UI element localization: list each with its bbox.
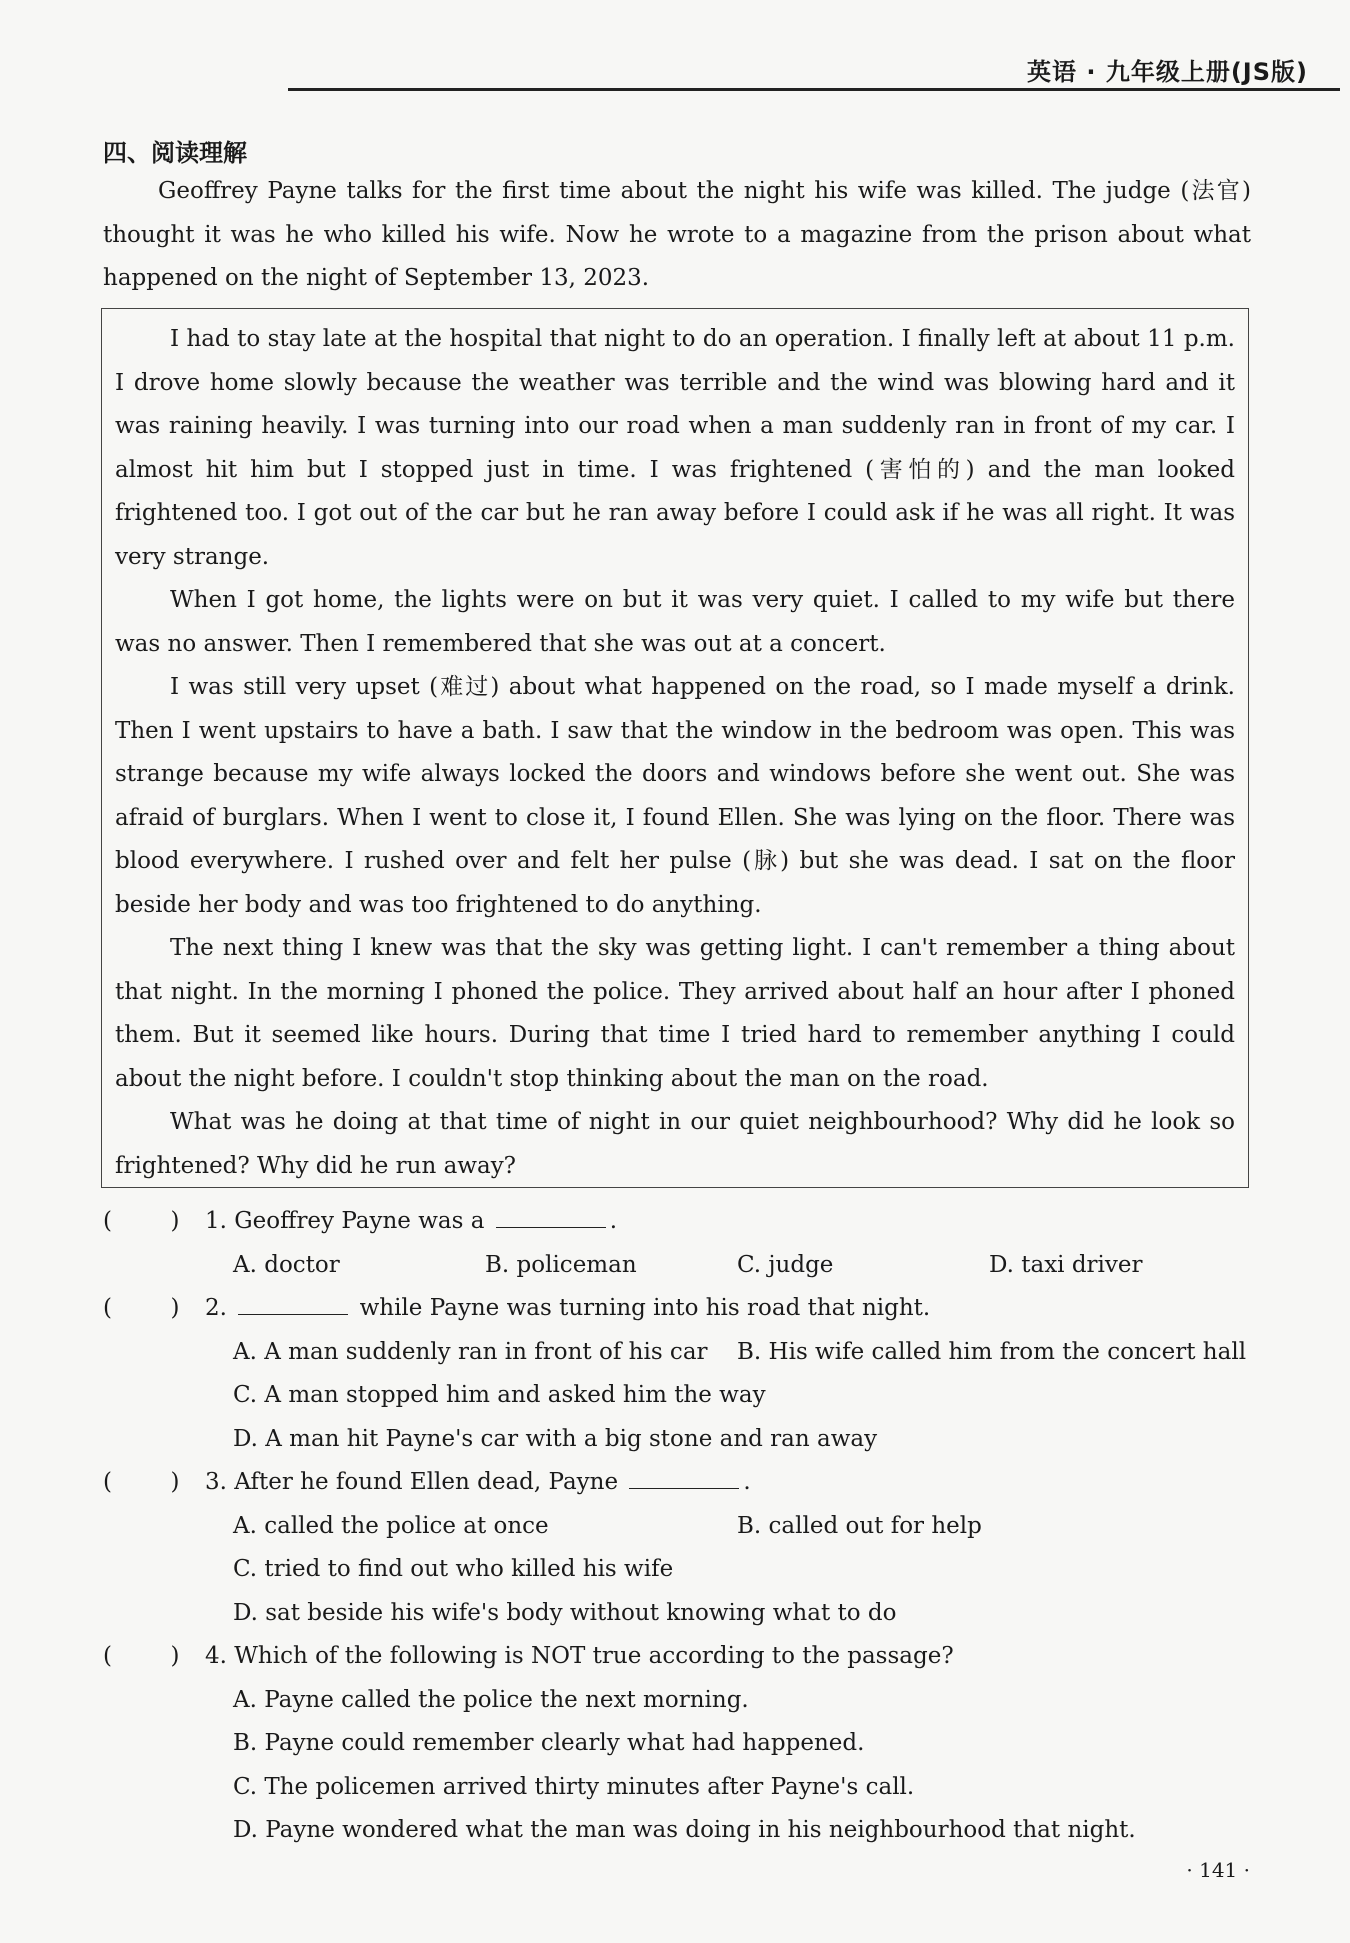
option-b[interactable]: B. Payne could remember clearly what had happened.: [233, 1730, 865, 1756]
option-b[interactable]: B. His wife called him from the concert hall: [737, 1338, 1247, 1365]
question-stem: [205, 1200, 1253, 1244]
option-c[interactable]: C. A man stopped him and asked him the way: [233, 1382, 766, 1408]
question-number: 4.: [205, 1643, 227, 1669]
option-b[interactable]: B. called out for help: [737, 1512, 982, 1539]
stem-text-end: .: [609, 1208, 618, 1234]
passage-paragraph-2: When I got home, the lights were on but it was very quiet. I called to my wife but there was no answer. Then I remembered that she was out at a concert.: [115, 587, 1235, 657]
question-4: [103, 1635, 1253, 1679]
stem-text-end: .: [743, 1469, 751, 1495]
question-list: [103, 1200, 1253, 1853]
question-number: 2.: [205, 1295, 227, 1321]
option-c[interactable]: C. tried to find out who killed his wife: [233, 1556, 674, 1582]
question-3: [103, 1461, 1253, 1505]
option-d[interactable]: D. A man hit Payne's car with a big stone and ran away: [233, 1425, 878, 1452]
passage-paragraph-4: The next thing I knew was that the sky was getting light. I can't remember a thing about that night. In the morning I phoned the police. They arrived about half an hour after I phoned them. But it seemed like hours. During that time I tried hard to remember anything I could about the night before. I couldn't stop thinking about the man on the road.: [115, 935, 1235, 1092]
stem-text: while Payne was turning into his road that night.: [359, 1295, 931, 1321]
option-b[interactable]: B. policeman: [485, 1251, 637, 1278]
answer-box[interactable]: ( ): [103, 1208, 180, 1234]
options-q1: [233, 1244, 1253, 1288]
answer-blank[interactable]: [496, 1201, 606, 1228]
option-a[interactable]: A. Payne called the police the next morning.: [233, 1686, 749, 1713]
book-title: 英语 · 九年级上册(JS版): [1027, 58, 1308, 86]
section-title: 四、阅读理解: [103, 139, 247, 167]
question-number: 1.: [205, 1208, 227, 1234]
stem-text: Which of the following is NOT true according to the passage?: [234, 1643, 954, 1669]
option-c[interactable]: C. The policemen arrived thirty minutes after Payne's call.: [233, 1773, 915, 1800]
question-number: 3.: [205, 1469, 227, 1495]
header-rule: [288, 88, 1340, 91]
option-a[interactable]: A. A man suddenly ran in front of his car: [233, 1338, 708, 1365]
answer-box[interactable]: ( ): [103, 1469, 180, 1495]
options-q3: [233, 1505, 1253, 1636]
page-header: [0, 0, 1350, 95]
passage-box: [101, 308, 1249, 1188]
options-q2: [233, 1331, 1253, 1462]
stem-text: After he found Ellen dead, Payne: [234, 1469, 619, 1495]
passage-paragraph-3: I was still very upset (难过) about what happened on the road, so I made myself a drink. Then I went upstairs to have a bath. I saw that the window in the bedroom was open. This was strange because my wife always locked the doors and windows before she went out. She was afraid of burglars. When I went to close it, I found Ellen. She was lying on the floor. There was blood everywhere. I rushed over and felt her pulse (脉) but she was dead. I sat on the floor beside her body and was too frightened to do anything.: [115, 674, 1235, 918]
option-d[interactable]: D. taxi driver: [989, 1251, 1143, 1278]
option-c[interactable]: C. judge: [737, 1251, 834, 1278]
passage-paragraph-1: I had to stay late at the hospital that night to do an operation. I finally left at about 11 p.m. I drove home slowly because the weather was terrible and the wind was blowing hard and it was raining heavily. I was turning into our road when a man suddenly ran in front of my car. I almost hit him but I stopped just in time. I was frightened (害怕的) and the man looked frightened too. I got out of the car but he ran away before I could ask if he was all right. It was very strange.: [115, 326, 1235, 570]
option-d[interactable]: D. sat beside his wife's body without knowing what to do: [233, 1599, 897, 1626]
question-1: [103, 1200, 1253, 1244]
passage-paragraph-5: What was he doing at that time of night in our quiet neighbourhood? Why did he look so frightened? Why did he run away?: [115, 1109, 1235, 1179]
answer-blank[interactable]: [629, 1462, 739, 1489]
answer-box[interactable]: ( ): [103, 1643, 180, 1669]
option-a[interactable]: A. doctor: [233, 1251, 340, 1278]
question-stem: [205, 1461, 1253, 1505]
answer-blank[interactable]: [238, 1288, 348, 1315]
stem-text: Geoffrey Payne was a: [234, 1208, 485, 1234]
page-number: · 141 ·: [1186, 1858, 1250, 1882]
intro-paragraph: Geoffrey Payne talks for the first time about the night his wife was killed. The judge (法官) thought it was he who killed his wife. Now he wrote to a magazine from the prison about what happened on the night of September 13, 2023.: [103, 178, 1251, 291]
option-a[interactable]: A. called the police at once: [233, 1512, 549, 1539]
options-q4: [233, 1679, 1253, 1853]
question-stem: [205, 1635, 1253, 1679]
option-d[interactable]: D. Payne wondered what the man was doing in his neighbourhood that night.: [233, 1817, 1136, 1843]
answer-box[interactable]: ( ): [103, 1295, 180, 1321]
question-2: [103, 1287, 1253, 1331]
question-stem: [205, 1287, 1253, 1331]
